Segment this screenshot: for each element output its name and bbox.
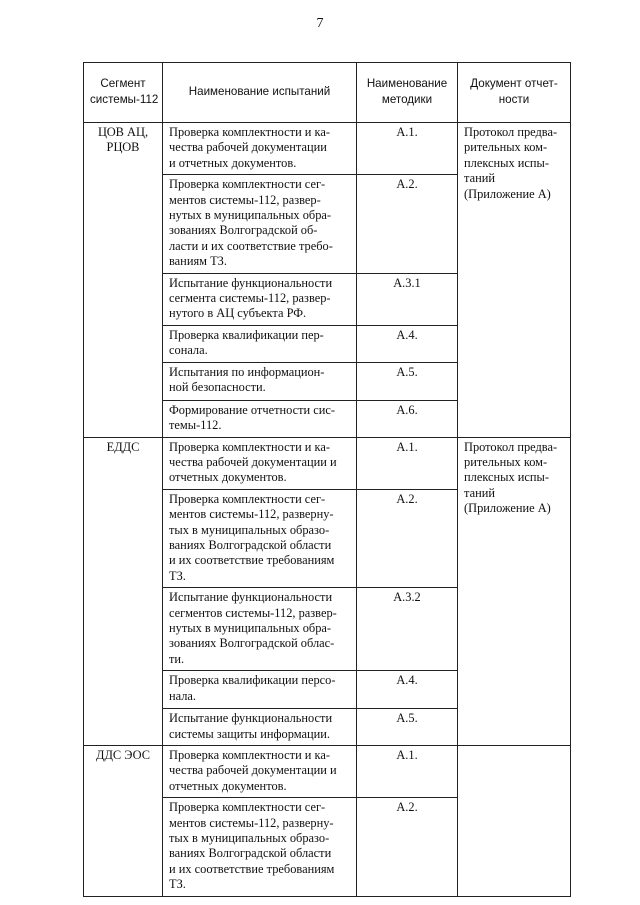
report-cell-dds-eos — [458, 746, 571, 897]
method-cell: А.5. — [357, 709, 458, 746]
segment-cell-tsov: ЦОВ АЦ, РЦОВ — [84, 123, 163, 438]
header-segment: Сегмент системы-112 — [84, 63, 163, 123]
method-cell: А.3.1 — [357, 273, 458, 325]
method-cell: А.2. — [357, 489, 458, 587]
test-cell: Испытания по информацион- ной безопасности. — [163, 362, 357, 400]
test-cell: Проверка комплектности сег- ментов системы-112, развер- нутых в муниципальных обра- зованиях Волгоградской об- ласти и их соответствие требо- ваниям ТЗ. — [163, 175, 357, 273]
method-cell: А.4. — [357, 325, 458, 362]
method-cell: А.1. — [357, 123, 458, 175]
header-test-name: Наименование испытаний — [163, 63, 357, 123]
method-cell: А.2. — [357, 175, 458, 273]
header-method: Наименование методики — [357, 63, 458, 123]
method-cell: А.1. — [357, 746, 458, 798]
test-cell: Проверка комплектности сег- ментов системы-112, разверну- тых в муниципальных образо- ваниях Волгоградской области и их соответствие требованиям ТЗ. — [163, 489, 357, 587]
page-number: 7 — [316, 16, 324, 31]
table-row — [84, 437, 571, 489]
method-cell: А.3.2 — [357, 588, 458, 671]
test-cell: Проверка квалификации пер- сонала. — [163, 325, 357, 362]
test-cell: Проверка комплектности и ка- чества рабочей документации и отчетных документов. — [163, 746, 357, 798]
method-cell: А.5. — [357, 362, 458, 400]
test-cell: Проверка комплектности сег- ментов системы-112, разверну- тых в муниципальных образо- ваниях Волгоградской области и их соответствие требованиям ТЗ. — [163, 798, 357, 896]
test-cell: Испытание функциональности сегментов системы-112, развер- нутых в муниципальных обра- зованиях Волгоградской облас- ти. — [163, 588, 357, 671]
method-cell: А.2. — [357, 798, 458, 896]
table-row — [84, 746, 571, 798]
report-cell-tsov: Протокол предва- рительных ком- плексных испы- таний (Приложение А) — [458, 123, 571, 438]
segment-cell-dds-eos: ДДС ЭОС — [84, 746, 163, 897]
table-header-row — [84, 63, 571, 123]
test-cell: Испытание функциональности системы защиты информации. — [163, 709, 357, 746]
method-cell: А.6. — [357, 400, 458, 437]
test-table — [83, 62, 571, 897]
report-cell-edds: Протокол предва- рительных ком- плексных испы- таний (Приложение А) — [458, 437, 571, 746]
table-row — [84, 123, 571, 175]
segment-cell-edds: ЕДДС — [84, 437, 163, 746]
test-cell: Формирование отчетности сис- темы-112. — [163, 400, 357, 437]
test-cell: Проверка комплектности и ка- чества рабочей документации и отчетных документов. — [163, 123, 357, 175]
method-cell: А.4. — [357, 671, 458, 709]
header-report: Документ отчет- ности — [458, 63, 571, 123]
test-cell: Проверка комплектности и ка- чества рабочей документации и отчетных документов. — [163, 437, 357, 489]
test-cell: Проверка квалификации персо- нала. — [163, 671, 357, 709]
method-cell: А.1. — [357, 437, 458, 489]
test-cell: Испытание функциональности сегмента системы-112, развер- нутого в АЦ субъекта РФ. — [163, 273, 357, 325]
